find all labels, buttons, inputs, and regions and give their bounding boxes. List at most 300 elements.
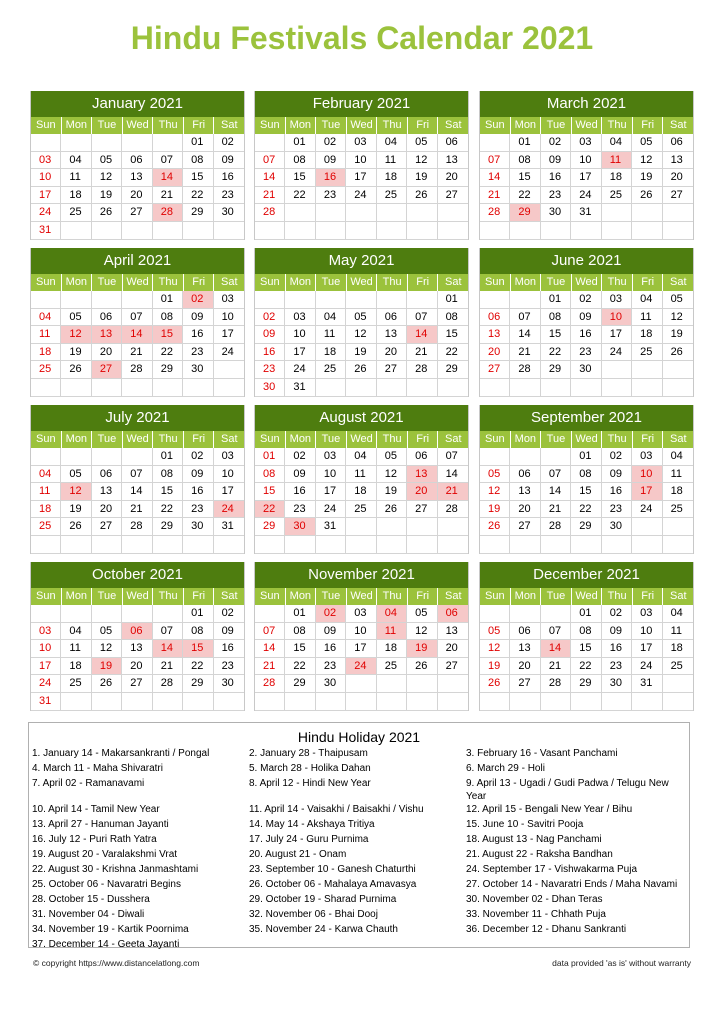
day-cell: 25 [663, 658, 693, 676]
day-cell: 14 [122, 483, 152, 501]
day-cell: 25 [632, 344, 662, 362]
empty-day-cell [407, 518, 437, 536]
day-cell: 01 [510, 134, 540, 152]
day-cell: 03 [316, 448, 346, 466]
weekday-label: Fri [408, 431, 439, 448]
day-cell: 05 [61, 309, 91, 327]
weekday-label: Sun [480, 588, 511, 605]
empty-day-cell [214, 379, 244, 397]
weekday-label: Wed [347, 117, 378, 134]
day-cell: 21 [541, 501, 571, 519]
empty-day-cell [61, 222, 91, 240]
day-cell: 31 [632, 675, 662, 693]
day-cell: 23 [316, 658, 346, 676]
day-cell: 24 [214, 344, 244, 362]
empty-day-cell [122, 448, 152, 466]
empty-day-cell [663, 204, 693, 222]
weekday-label: Mon [286, 117, 317, 134]
day-cell: 17 [316, 483, 346, 501]
day-cell: 17 [602, 326, 632, 344]
day-cell: 13 [510, 483, 540, 501]
weekday-label: Thu [602, 588, 633, 605]
day-cell: 09 [602, 623, 632, 641]
empty-day-cell [510, 291, 540, 309]
day-cell: 03 [346, 134, 376, 152]
holiday-list [29, 747, 689, 953]
holiday-item: 35. November 24 - Karwa Chauth [249, 924, 398, 935]
weekday-label: Thu [377, 117, 408, 134]
weekday-label: Mon [62, 117, 93, 134]
weekday-label: Fri [184, 117, 215, 134]
day-cell: 10 [285, 326, 315, 344]
day-cell: 07 [541, 466, 571, 484]
day-cell: 02 [183, 448, 213, 466]
day-cell: 06 [438, 134, 468, 152]
day-cell: 15 [183, 169, 213, 187]
day-cell: 27 [480, 361, 510, 379]
empty-day-cell [541, 222, 571, 240]
day-cell: 18 [61, 658, 91, 676]
empty-day-cell [377, 379, 407, 397]
day-cell: 23 [316, 187, 346, 205]
empty-day-cell [153, 536, 183, 554]
empty-day-cell [346, 204, 376, 222]
day-cell: 08 [183, 623, 213, 641]
holiday-item: 36. December 12 - Dhanu Sankranti [466, 924, 627, 935]
weekday-label: Fri [184, 431, 215, 448]
day-cell: 05 [61, 466, 91, 484]
day-cell: 30 [285, 518, 315, 536]
weekday-label: Sat [670, 276, 687, 288]
day-cell: 26 [663, 344, 693, 362]
day-cell: 21 [438, 483, 468, 501]
empty-day-cell [480, 134, 510, 152]
month-title: August 2021 [255, 405, 468, 431]
day-cell: 01 [153, 448, 183, 466]
month-calendar [479, 248, 694, 397]
day-cell: 10 [214, 309, 244, 327]
day-cell: 19 [407, 640, 437, 658]
day-cell: 12 [61, 326, 91, 344]
day-cell: 01 [183, 605, 213, 623]
weekday-label: Sat [670, 590, 687, 602]
day-cell: 23 [285, 501, 315, 519]
day-grid [31, 291, 244, 397]
weekday-label: Fri [633, 274, 664, 291]
weekday-label: Sat [445, 590, 462, 602]
day-cell: 13 [122, 169, 152, 187]
empty-day-cell [438, 518, 468, 536]
day-cell: 14 [438, 466, 468, 484]
empty-day-cell [602, 693, 632, 711]
empty-day-cell [153, 222, 183, 240]
holiday-item: 23. September 10 - Ganesh Chaturthi [249, 864, 416, 875]
day-cell: 25 [602, 187, 632, 205]
day-cell: 18 [632, 326, 662, 344]
empty-day-cell [438, 675, 468, 693]
weekday-label: Sun [255, 274, 286, 291]
day-cell: 19 [632, 169, 662, 187]
day-cell: 02 [214, 605, 244, 623]
day-grid [255, 134, 468, 240]
day-cell: 19 [407, 169, 437, 187]
weekday-label: Sun [31, 431, 62, 448]
day-cell: 24 [31, 204, 61, 222]
day-cell: 10 [632, 623, 662, 641]
day-cell: 24 [316, 501, 346, 519]
day-cell: 10 [571, 152, 601, 170]
empty-day-cell [377, 693, 407, 711]
day-cell: 14 [480, 169, 510, 187]
month-title: March 2021 [480, 91, 693, 117]
weekday-header [480, 588, 693, 605]
empty-day-cell [571, 536, 601, 554]
day-cell: 02 [602, 448, 632, 466]
empty-day-cell [663, 222, 693, 240]
day-grid [31, 448, 244, 554]
holiday-item: 19. August 20 - Varalakshmi Vrat [32, 849, 178, 860]
empty-day-cell [153, 605, 183, 623]
month-title: April 2021 [31, 248, 244, 274]
weekday-label: Wed [347, 274, 378, 291]
day-cell: 23 [255, 361, 285, 379]
empty-day-cell [346, 222, 376, 240]
day-cell: 18 [346, 483, 376, 501]
empty-day-cell [61, 536, 91, 554]
weekday-label: Wed [123, 117, 154, 134]
day-cell: 10 [602, 309, 632, 327]
day-cell: 22 [285, 187, 315, 205]
empty-day-cell [316, 222, 346, 240]
weekday-label: Wed [572, 274, 603, 291]
day-cell: 01 [255, 448, 285, 466]
day-cell: 01 [541, 291, 571, 309]
day-cell: 09 [571, 309, 601, 327]
day-cell: 12 [407, 152, 437, 170]
empty-day-cell [602, 222, 632, 240]
holiday-item: 8. April 12 - Hindi New Year [249, 778, 371, 789]
empty-day-cell [285, 204, 315, 222]
day-cell: 22 [285, 658, 315, 676]
empty-day-cell [480, 291, 510, 309]
holiday-item: 11. April 14 - Vaisakhi / Baisakhi / Vishu [249, 804, 424, 815]
day-cell: 13 [407, 466, 437, 484]
day-cell: 30 [602, 518, 632, 536]
day-cell: 01 [571, 448, 601, 466]
weekday-header [31, 117, 244, 134]
day-cell: 26 [480, 675, 510, 693]
day-cell: 25 [31, 361, 61, 379]
weekday-label: Sun [31, 274, 62, 291]
day-cell: 18 [377, 640, 407, 658]
holiday-item: 22. August 30 - Krishna Janmashtami [32, 864, 199, 875]
empty-day-cell [407, 291, 437, 309]
calendar-grid [30, 91, 720, 711]
holiday-item: 2. January 28 - Thaipusam [249, 748, 368, 759]
day-cell: 11 [377, 152, 407, 170]
day-cell: 12 [377, 466, 407, 484]
day-cell: 19 [61, 501, 91, 519]
day-cell: 27 [438, 658, 468, 676]
empty-day-cell [663, 379, 693, 397]
weekday-header [255, 117, 468, 134]
day-cell: 04 [663, 448, 693, 466]
day-cell: 29 [438, 361, 468, 379]
day-cell: 13 [438, 152, 468, 170]
empty-day-cell [92, 693, 122, 711]
empty-day-cell [153, 379, 183, 397]
day-cell: 16 [541, 169, 571, 187]
weekday-label: Thu [153, 588, 184, 605]
day-cell: 27 [510, 518, 540, 536]
day-cell: 01 [153, 291, 183, 309]
day-cell: 22 [183, 658, 213, 676]
weekday-label: Tue [92, 431, 123, 448]
day-cell: 16 [571, 326, 601, 344]
empty-day-cell [285, 222, 315, 240]
empty-day-cell [571, 693, 601, 711]
empty-day-cell [255, 134, 285, 152]
day-cell: 05 [480, 466, 510, 484]
day-cell: 07 [255, 623, 285, 641]
day-cell: 13 [510, 640, 540, 658]
month-calendar [479, 405, 694, 554]
weekday-label: Sat [445, 433, 462, 445]
empty-day-cell [377, 536, 407, 554]
weekday-label: Thu [377, 274, 408, 291]
day-cell: 16 [602, 640, 632, 658]
day-cell: 09 [255, 326, 285, 344]
day-cell: 21 [153, 658, 183, 676]
empty-day-cell [183, 379, 213, 397]
empty-day-cell [346, 518, 376, 536]
day-cell: 03 [632, 448, 662, 466]
empty-day-cell [183, 222, 213, 240]
day-cell: 04 [663, 605, 693, 623]
day-cell: 28 [153, 675, 183, 693]
weekday-header [255, 431, 468, 448]
month-calendar [30, 91, 245, 240]
day-cell: 02 [316, 605, 346, 623]
day-cell: 28 [541, 518, 571, 536]
day-cell: 25 [61, 204, 91, 222]
day-cell: 03 [214, 291, 244, 309]
empty-day-cell [316, 291, 346, 309]
day-cell: 21 [255, 187, 285, 205]
holiday-item: 9. April 13 - Ugadi / Gudi Padwa / Telugu New Year [466, 778, 669, 802]
weekday-label: Tue [541, 588, 572, 605]
day-cell: 09 [316, 152, 346, 170]
day-cell: 17 [31, 658, 61, 676]
day-cell: 15 [541, 326, 571, 344]
day-grid [480, 448, 693, 554]
empty-day-cell [31, 291, 61, 309]
empty-day-cell [510, 379, 540, 397]
month-title: February 2021 [255, 91, 468, 117]
day-cell: 13 [377, 326, 407, 344]
weekday-label: Mon [286, 274, 317, 291]
day-cell: 27 [122, 675, 152, 693]
day-cell: 29 [571, 675, 601, 693]
day-cell: 23 [571, 344, 601, 362]
empty-day-cell [122, 693, 152, 711]
day-cell: 19 [346, 344, 376, 362]
day-grid [31, 605, 244, 711]
day-cell: 15 [153, 483, 183, 501]
day-cell: 28 [122, 361, 152, 379]
day-cell: 07 [153, 623, 183, 641]
empty-day-cell [31, 448, 61, 466]
empty-day-cell [632, 361, 662, 379]
day-cell: 19 [92, 187, 122, 205]
day-cell: 03 [31, 623, 61, 641]
day-cell: 23 [214, 658, 244, 676]
day-cell: 20 [92, 344, 122, 362]
day-cell: 02 [316, 134, 346, 152]
day-cell: 07 [122, 466, 152, 484]
weekday-label: Tue [92, 117, 123, 134]
day-cell: 07 [153, 152, 183, 170]
day-cell: 29 [153, 361, 183, 379]
empty-day-cell [92, 536, 122, 554]
empty-day-cell [122, 134, 152, 152]
day-cell: 30 [571, 361, 601, 379]
day-cell: 03 [214, 448, 244, 466]
day-cell: 16 [285, 483, 315, 501]
day-cell: 12 [663, 309, 693, 327]
day-cell: 06 [438, 605, 468, 623]
day-cell: 11 [346, 466, 376, 484]
holiday-item: 15. June 10 - Savitri Pooja [466, 819, 584, 830]
day-cell: 11 [31, 483, 61, 501]
day-cell: 30 [255, 379, 285, 397]
day-cell: 28 [480, 204, 510, 222]
day-cell: 15 [571, 483, 601, 501]
day-cell: 03 [31, 152, 61, 170]
day-cell: 20 [377, 344, 407, 362]
day-cell: 11 [663, 623, 693, 641]
day-cell: 05 [480, 623, 510, 641]
day-cell: 19 [61, 344, 91, 362]
day-cell: 24 [632, 658, 662, 676]
day-cell: 02 [214, 134, 244, 152]
day-cell: 12 [92, 169, 122, 187]
empty-day-cell [122, 536, 152, 554]
empty-day-cell [214, 222, 244, 240]
day-cell: 25 [377, 187, 407, 205]
day-cell: 06 [663, 134, 693, 152]
empty-day-cell [346, 693, 376, 711]
empty-day-cell [61, 379, 91, 397]
day-cell: 03 [632, 605, 662, 623]
day-cell: 22 [153, 501, 183, 519]
weekday-header [480, 117, 693, 134]
day-cell: 10 [31, 640, 61, 658]
day-cell: 18 [663, 483, 693, 501]
empty-day-cell [632, 536, 662, 554]
day-cell: 18 [377, 169, 407, 187]
empty-day-cell [663, 361, 693, 379]
holiday-item: 1. January 14 - Makarsankranti / Pongal [32, 748, 210, 759]
day-cell: 27 [92, 361, 122, 379]
empty-day-cell [346, 379, 376, 397]
day-cell: 27 [438, 187, 468, 205]
day-cell: 09 [214, 152, 244, 170]
empty-day-cell [438, 536, 468, 554]
empty-day-cell [480, 536, 510, 554]
day-cell: 07 [122, 309, 152, 327]
empty-day-cell [214, 693, 244, 711]
weekday-label: Wed [347, 588, 378, 605]
empty-day-cell [214, 536, 244, 554]
holiday-item: 32. November 06 - Bhai Dooj [249, 909, 378, 920]
day-cell: 02 [183, 291, 213, 309]
day-cell: 13 [92, 326, 122, 344]
day-cell: 19 [377, 483, 407, 501]
holiday-item: 26. October 06 - Mahalaya Amavasya [249, 879, 417, 890]
empty-day-cell [632, 204, 662, 222]
empty-day-cell [255, 291, 285, 309]
weekday-label: Sun [255, 117, 286, 134]
day-cell: 17 [346, 169, 376, 187]
empty-day-cell [122, 605, 152, 623]
empty-day-cell [632, 379, 662, 397]
day-cell: 29 [510, 204, 540, 222]
day-cell: 08 [438, 309, 468, 327]
empty-day-cell [407, 693, 437, 711]
day-cell: 30 [214, 675, 244, 693]
day-cell: 09 [285, 466, 315, 484]
day-cell: 12 [92, 640, 122, 658]
day-cell: 15 [153, 326, 183, 344]
day-cell: 15 [285, 640, 315, 658]
empty-day-cell [571, 222, 601, 240]
day-cell: 05 [92, 152, 122, 170]
day-cell: 15 [255, 483, 285, 501]
weekday-label: Fri [633, 117, 664, 134]
holiday-item: 34. November 19 - Kartik Poornima [32, 924, 189, 935]
empty-day-cell [92, 379, 122, 397]
weekday-label: Sun [31, 588, 62, 605]
day-cell: 20 [407, 483, 437, 501]
day-cell: 29 [255, 518, 285, 536]
day-cell: 08 [183, 152, 213, 170]
empty-day-cell [510, 536, 540, 554]
day-cell: 16 [214, 169, 244, 187]
weekday-label: Thu [153, 117, 184, 134]
weekday-label: Mon [286, 588, 317, 605]
weekday-label: Tue [92, 588, 123, 605]
day-cell: 05 [407, 134, 437, 152]
weekday-label: Thu [153, 274, 184, 291]
day-cell: 14 [541, 483, 571, 501]
holiday-item: 24. September 17 - Vishwakarma Puja [466, 864, 638, 875]
day-cell: 19 [92, 658, 122, 676]
weekday-header [480, 274, 693, 291]
empty-day-cell [346, 675, 376, 693]
month-title: October 2021 [31, 562, 244, 588]
day-cell: 16 [214, 640, 244, 658]
day-cell: 16 [316, 169, 346, 187]
day-cell: 15 [285, 169, 315, 187]
empty-day-cell [285, 536, 315, 554]
day-cell: 08 [285, 623, 315, 641]
day-cell: 13 [663, 152, 693, 170]
empty-day-cell [122, 379, 152, 397]
day-cell: 04 [31, 309, 61, 327]
holiday-item: 5. March 28 - Holika Dahan [249, 763, 371, 774]
day-cell: 10 [632, 466, 662, 484]
